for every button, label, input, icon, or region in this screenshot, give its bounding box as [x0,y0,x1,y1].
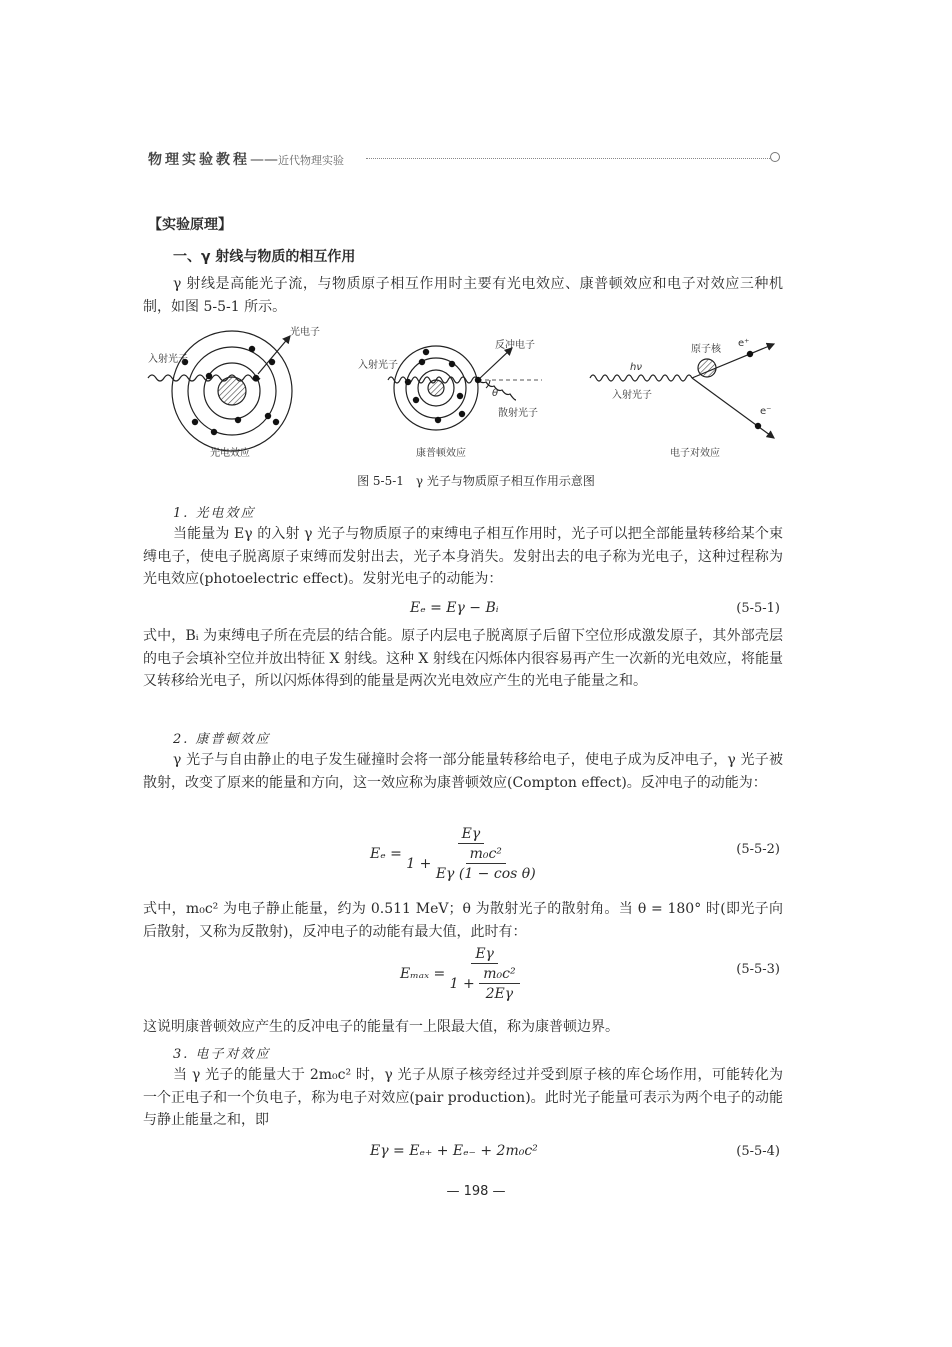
chapter-title: 近代物理实验 [278,154,344,167]
pair-incident-label: 入射光子 [612,390,652,401]
pair-production-diagram [590,338,774,438]
eq2-inner-num: m₀c² [466,846,506,864]
eq3-numerator: Eγ [471,946,498,964]
eqno-5-5-3: (5-5-3) [736,962,780,977]
running-header [148,149,344,169]
book-title: 物理实验教程 [148,152,250,168]
s1-paragraph-1: 当能量为 Eγ 的入射 γ 光子与物质原子的束缚电子相互作用时，光子可以把全部能量转移给某个束缚电子，使电子脱离原子束缚而发射出去，光子本身消失。发射出去的电子称为光电子，这种过程称为光电效应(photoelectric effect)。发射光电子的动能为： [143,526,783,588]
header-end-circle [770,152,780,162]
eq3-inner-den: 2Eγ [485,986,514,1002]
section-title: 【实验原理】 [148,217,232,233]
s2-paragraph-3: 这说明康普顿效应产生的反冲电子的能量有一上限最大值，称为康普顿边界。 [143,1019,619,1035]
eqno-5-5-2: (5-5-2) [736,842,780,857]
theta-label: θ [492,388,499,399]
recoil-electron-label: 反冲电子 [495,340,535,351]
s2-title: 2. 康普顿效应 [173,732,271,747]
pair-caption: 电子对效应 [670,448,720,459]
eqno-5-5-1: (5-5-1) [736,601,780,616]
equation-5-5-1: Eₑ = Eγ − Bᵢ [410,600,499,616]
photo-incident-label: 入射光子 [148,354,188,365]
nucleus-icon [218,377,246,405]
eq2-one: 1 + [406,856,432,872]
s1-title: 1. 光电效应 [173,506,256,521]
header-dash: —— [250,152,278,168]
hv-label: hν [630,362,642,373]
eq3-one: 1 + [449,976,475,992]
scattered-photon-label: 散射光子 [498,408,538,419]
figure-caption: 图 5-5-1 γ 光子与物质原子相互作用示意图 [357,474,595,488]
equation-5-5-3 [400,946,520,1002]
compton-diagram [358,338,542,430]
eq2-lhs: Eₑ = [370,846,402,862]
eq3-inner-num: m₀c² [479,966,519,984]
eqno-5-5-4: (5-5-4) [736,1144,780,1159]
subsection-heading: 一、γ 射线与物质的相互作用 [173,249,356,265]
positron-label: e⁺ [738,338,750,349]
compton-nucleus-icon [428,380,444,396]
page-number: — 198 — [446,1184,506,1199]
header-dotted-rule [366,158,770,159]
s3-paragraph-1: 当 γ 光子的能量大于 2m₀c² 时，γ 光子从原子核旁经过并受到原子核的库仑场作用，可能转化为一个正电子和一个负电子，称为电子对效应(pair production)。此时光子能量可表示为两个电子的动能与静止能量之和，即 [143,1067,783,1129]
photoelectron-label: 光电子 [290,327,320,338]
intro-paragraph: γ 射线是高能光子流，与物质原子相互作用时主要有光电效应、康普顿效应和电子对效应三种机制，如图 5-5-1 所示。 [143,276,783,315]
eq3-lhs: Eₘₐₓ = [400,966,446,982]
nucleus-label: 原子核 [691,344,721,355]
compton-incident-label: 入射光子 [358,360,398,371]
s2-paragraph-2: 式中，m₀c² 为电子静止能量，约为 0.511 MeV；θ 为散射光子的散射角。当 θ = 180° 时(即光子向后散射，又称为反散射)，反冲电子的动能有最大值，此时有： [143,901,783,940]
s1-paragraph-2: 式中，Bᵢ 为束缚电子所在壳层的结合能。原子内层电子脱离原子后留下空位形成激发原子，其外部壳层的电子会填补空位并放出特征 X 射线。这种 X 射线在闪烁体内很容易再产生一次新的光电效应，将能量又转移给光电子，所以闪烁体得到的能量是两次光电效应产生的光电子能量之和。 [143,628,783,690]
pair-incident-wave [590,375,692,381]
s3-title: 3. 电子对效应 [173,1047,271,1062]
compton-caption: 康普顿效应 [416,448,466,459]
eq2-inner-den: Eγ (1 − cos θ) [435,866,536,882]
electron-label: e⁻ [760,406,772,417]
eq2-numerator: Eγ [458,826,485,844]
equation-5-5-4: Eγ = Eₑ₊ + Eₑ₋ + 2m₀c² [370,1143,538,1159]
incident-photon-wave [148,375,260,381]
photo-caption: 光电效应 [210,448,250,459]
interaction-figure [140,322,790,462]
equation-5-5-2 [370,826,536,882]
photoelectric-diagram [148,325,320,451]
s2-paragraph-1: γ 光子与自由静止的电子发生碰撞时会将一部分能量转移给电子，使电子成为反冲电子，γ 光子被散射，改变了原来的能量和方向，这一效应称为康普顿效应(Compton effect)。反冲电子的动能为： [143,752,783,791]
